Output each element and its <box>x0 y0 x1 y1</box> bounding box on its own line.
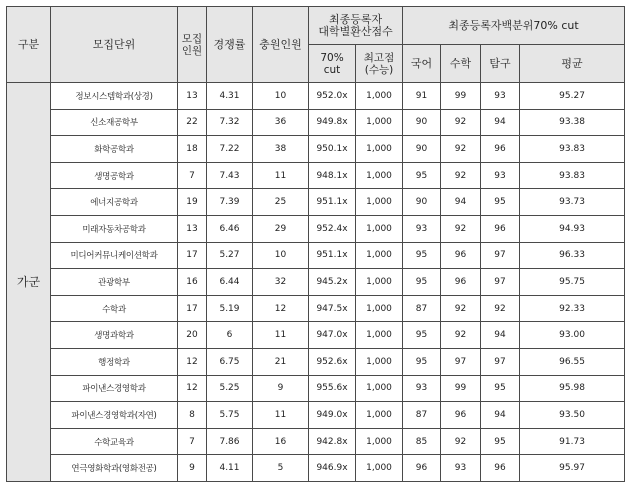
header-max-line1: 최고점 <box>363 51 395 64</box>
cell-max: 1,000 <box>356 348 403 375</box>
cell-max: 1,000 <box>356 189 403 216</box>
group-label: 가군 <box>7 83 51 482</box>
cell-extra: 36 <box>253 109 309 136</box>
cell-extra: 32 <box>253 269 309 296</box>
cell-cut70: 951.1x <box>309 242 356 269</box>
cell-competition: 7.32 <box>207 109 253 136</box>
cell-korean: 95 <box>403 269 441 296</box>
cell-max: 1,000 <box>356 162 403 189</box>
cell-unit: 미디어커뮤니케이션학과 <box>51 242 178 269</box>
cell-extra: 38 <box>253 136 309 163</box>
table-row <box>7 428 625 455</box>
cell-extra: 11 <box>253 402 309 429</box>
cell-competition: 7.43 <box>207 162 253 189</box>
cell-unit: 화학공학과 <box>51 136 178 163</box>
cell-avg: 96.55 <box>520 348 625 375</box>
cell-quota: 17 <box>178 295 207 322</box>
header-final-score <box>309 7 403 45</box>
cell-max: 1,000 <box>356 269 403 296</box>
cell-competition: 4.11 <box>207 455 253 482</box>
cell-competition: 7.22 <box>207 136 253 163</box>
cell-inquiry: 93 <box>481 162 520 189</box>
table-row <box>7 402 625 429</box>
cell-inquiry: 97 <box>481 269 520 296</box>
table-row <box>7 83 625 110</box>
header-math: 수학 <box>441 45 481 83</box>
cell-extra: 29 <box>253 215 309 242</box>
cell-math: 92 <box>441 428 481 455</box>
header-row-1 <box>7 7 625 45</box>
table-row <box>7 322 625 349</box>
cell-quota: 18 <box>178 136 207 163</box>
header-group: 구분 <box>7 7 51 83</box>
cell-quota: 16 <box>178 269 207 296</box>
cell-quota: 12 <box>178 348 207 375</box>
cell-korean: 90 <box>403 136 441 163</box>
cell-max: 1,000 <box>356 242 403 269</box>
cell-unit: 생명과학과 <box>51 322 178 349</box>
cell-math: 96 <box>441 242 481 269</box>
cell-korean: 90 <box>403 109 441 136</box>
cell-max: 1,000 <box>356 428 403 455</box>
cell-competition: 5.27 <box>207 242 253 269</box>
cell-math: 94 <box>441 189 481 216</box>
header-cut70 <box>309 45 356 83</box>
cell-cut70: 952.6x <box>309 348 356 375</box>
cell-inquiry: 95 <box>481 428 520 455</box>
cell-inquiry: 92 <box>481 295 520 322</box>
cell-inquiry: 97 <box>481 242 520 269</box>
cell-max: 1,000 <box>356 136 403 163</box>
header-final-score-line1: 최종등록자 <box>328 12 383 26</box>
cell-avg: 93.50 <box>520 402 625 429</box>
header-competition: 경쟁률 <box>207 7 253 83</box>
cell-avg: 93.83 <box>520 136 625 163</box>
cell-avg: 96.33 <box>520 242 625 269</box>
table-row <box>7 136 625 163</box>
cell-math: 92 <box>441 162 481 189</box>
cell-max: 1,000 <box>356 215 403 242</box>
cell-max: 1,000 <box>356 109 403 136</box>
cell-quota: 22 <box>178 109 207 136</box>
cell-unit: 수학과 <box>51 295 178 322</box>
cell-competition: 7.39 <box>207 189 253 216</box>
cell-max: 1,000 <box>356 83 403 110</box>
header-inquiry: 탐구 <box>481 45 520 83</box>
cell-quota: 12 <box>178 375 207 402</box>
cell-extra: 25 <box>253 189 309 216</box>
cell-max: 1,000 <box>356 295 403 322</box>
cell-math: 92 <box>441 136 481 163</box>
cell-korean: 93 <box>403 215 441 242</box>
header-unit: 모집단위 <box>51 7 178 83</box>
cell-korean: 87 <box>403 295 441 322</box>
header-final-score-line2: 대학별환산점수 <box>318 24 393 38</box>
table-row <box>7 269 625 296</box>
cell-math: 92 <box>441 322 481 349</box>
cell-unit: 관광학부 <box>51 269 178 296</box>
cell-unit: 에너지공학과 <box>51 189 178 216</box>
cell-inquiry: 96 <box>481 455 520 482</box>
cell-cut70: 947.0x <box>309 322 356 349</box>
cell-quota: 13 <box>178 215 207 242</box>
cell-cut70: 948.1x <box>309 162 356 189</box>
cell-avg: 92.33 <box>520 295 625 322</box>
cell-unit: 정보시스템학과(상경) <box>51 83 178 110</box>
cell-inquiry: 93 <box>481 83 520 110</box>
cell-inquiry: 94 <box>481 402 520 429</box>
header-quota-line1: 모집 <box>181 32 203 45</box>
cell-cut70: 951.1x <box>309 189 356 216</box>
cell-quota: 20 <box>178 322 207 349</box>
header-korean: 국어 <box>403 45 441 83</box>
cell-competition: 6.46 <box>207 215 253 242</box>
cell-competition: 4.31 <box>207 83 253 110</box>
cell-competition: 5.75 <box>207 402 253 429</box>
cell-korean: 95 <box>403 242 441 269</box>
cell-cut70: 946.9x <box>309 455 356 482</box>
cell-avg: 95.75 <box>520 269 625 296</box>
table-row <box>7 162 625 189</box>
cell-quota: 8 <box>178 402 207 429</box>
cell-inquiry: 94 <box>481 322 520 349</box>
table-row <box>7 455 625 482</box>
cell-math: 92 <box>441 109 481 136</box>
cell-extra: 10 <box>253 83 309 110</box>
cell-korean: 93 <box>403 375 441 402</box>
table-row <box>7 375 625 402</box>
cell-inquiry: 97 <box>481 348 520 375</box>
cell-unit: 파이낸스경영학과(자연) <box>51 402 178 429</box>
cell-quota: 13 <box>178 83 207 110</box>
cell-unit: 행정학과 <box>51 348 178 375</box>
cell-korean: 95 <box>403 322 441 349</box>
cell-unit: 생명공학과 <box>51 162 178 189</box>
cell-competition: 6 <box>207 322 253 349</box>
cell-extra: 10 <box>253 242 309 269</box>
cell-max: 1,000 <box>356 455 403 482</box>
cell-extra: 12 <box>253 295 309 322</box>
cell-cut70: 942.8x <box>309 428 356 455</box>
table-row <box>7 242 625 269</box>
table-row <box>7 348 625 375</box>
cell-avg: 93.73 <box>520 189 625 216</box>
cell-korean: 96 <box>403 455 441 482</box>
cell-cut70: 955.6x <box>309 375 356 402</box>
header-percentile: 최종등록자백분위70% cut <box>403 7 625 45</box>
header-cut70-line1: 70% <box>320 51 344 64</box>
cell-cut70: 949.0x <box>309 402 356 429</box>
cell-math: 99 <box>441 83 481 110</box>
cell-korean: 87 <box>403 402 441 429</box>
cell-avg: 93.38 <box>520 109 625 136</box>
table-row <box>7 215 625 242</box>
header-quota-line2: 인원 <box>181 44 203 57</box>
cell-max: 1,000 <box>356 322 403 349</box>
cell-math: 92 <box>441 215 481 242</box>
cell-competition: 6.44 <box>207 269 253 296</box>
cell-math: 93 <box>441 455 481 482</box>
cell-avg: 94.93 <box>520 215 625 242</box>
cell-extra: 11 <box>253 322 309 349</box>
cell-extra: 16 <box>253 428 309 455</box>
cell-unit: 수학교육과 <box>51 428 178 455</box>
cell-korean: 95 <box>403 162 441 189</box>
cell-inquiry: 95 <box>481 375 520 402</box>
cell-cut70: 947.5x <box>309 295 356 322</box>
table-row <box>7 295 625 322</box>
cell-max: 1,000 <box>356 402 403 429</box>
cell-quota: 19 <box>178 189 207 216</box>
cell-competition: 6.75 <box>207 348 253 375</box>
cell-korean: 85 <box>403 428 441 455</box>
cell-quota: 17 <box>178 242 207 269</box>
cell-math: 97 <box>441 348 481 375</box>
cell-quota: 7 <box>178 428 207 455</box>
cell-cut70: 950.1x <box>309 136 356 163</box>
cell-extra: 9 <box>253 375 309 402</box>
cell-avg: 93.00 <box>520 322 625 349</box>
header-cut70-line2: cut <box>323 63 341 76</box>
header-max-line2: (수능) <box>364 63 394 76</box>
table-row <box>7 189 625 216</box>
cell-unit: 연극영화학과(영화전공) <box>51 455 178 482</box>
cell-cut70: 952.0x <box>309 83 356 110</box>
cell-extra: 11 <box>253 162 309 189</box>
cell-quota: 7 <box>178 162 207 189</box>
cell-math: 99 <box>441 375 481 402</box>
header-avg: 평균 <box>520 45 625 83</box>
cell-cut70: 949.8x <box>309 109 356 136</box>
cell-max: 1,000 <box>356 375 403 402</box>
admission-table <box>6 6 625 482</box>
cell-math: 92 <box>441 295 481 322</box>
cell-unit: 미래자동차공학과 <box>51 215 178 242</box>
cell-avg: 95.97 <box>520 455 625 482</box>
cell-competition: 5.25 <box>207 375 253 402</box>
cell-avg: 93.83 <box>520 162 625 189</box>
cell-unit: 신소재공학부 <box>51 109 178 136</box>
cell-math: 96 <box>441 269 481 296</box>
header-quota <box>178 7 207 83</box>
table-body <box>7 83 625 482</box>
cell-avg: 91.73 <box>520 428 625 455</box>
cell-math: 96 <box>441 402 481 429</box>
cell-inquiry: 95 <box>481 189 520 216</box>
cell-cut70: 945.2x <box>309 269 356 296</box>
header-max <box>356 45 403 83</box>
cell-competition: 5.19 <box>207 295 253 322</box>
cell-inquiry: 96 <box>481 136 520 163</box>
cell-extra: 21 <box>253 348 309 375</box>
table-row <box>7 109 625 136</box>
cell-korean: 91 <box>403 83 441 110</box>
cell-avg: 95.98 <box>520 375 625 402</box>
cell-inquiry: 94 <box>481 109 520 136</box>
cell-cut70: 952.4x <box>309 215 356 242</box>
cell-unit: 파이낸스경영학과 <box>51 375 178 402</box>
cell-korean: 95 <box>403 348 441 375</box>
cell-inquiry: 96 <box>481 215 520 242</box>
cell-extra: 5 <box>253 455 309 482</box>
cell-korean: 90 <box>403 189 441 216</box>
header-extra: 충원인원 <box>253 7 309 83</box>
cell-competition: 7.86 <box>207 428 253 455</box>
cell-quota: 9 <box>178 455 207 482</box>
cell-avg: 95.27 <box>520 83 625 110</box>
